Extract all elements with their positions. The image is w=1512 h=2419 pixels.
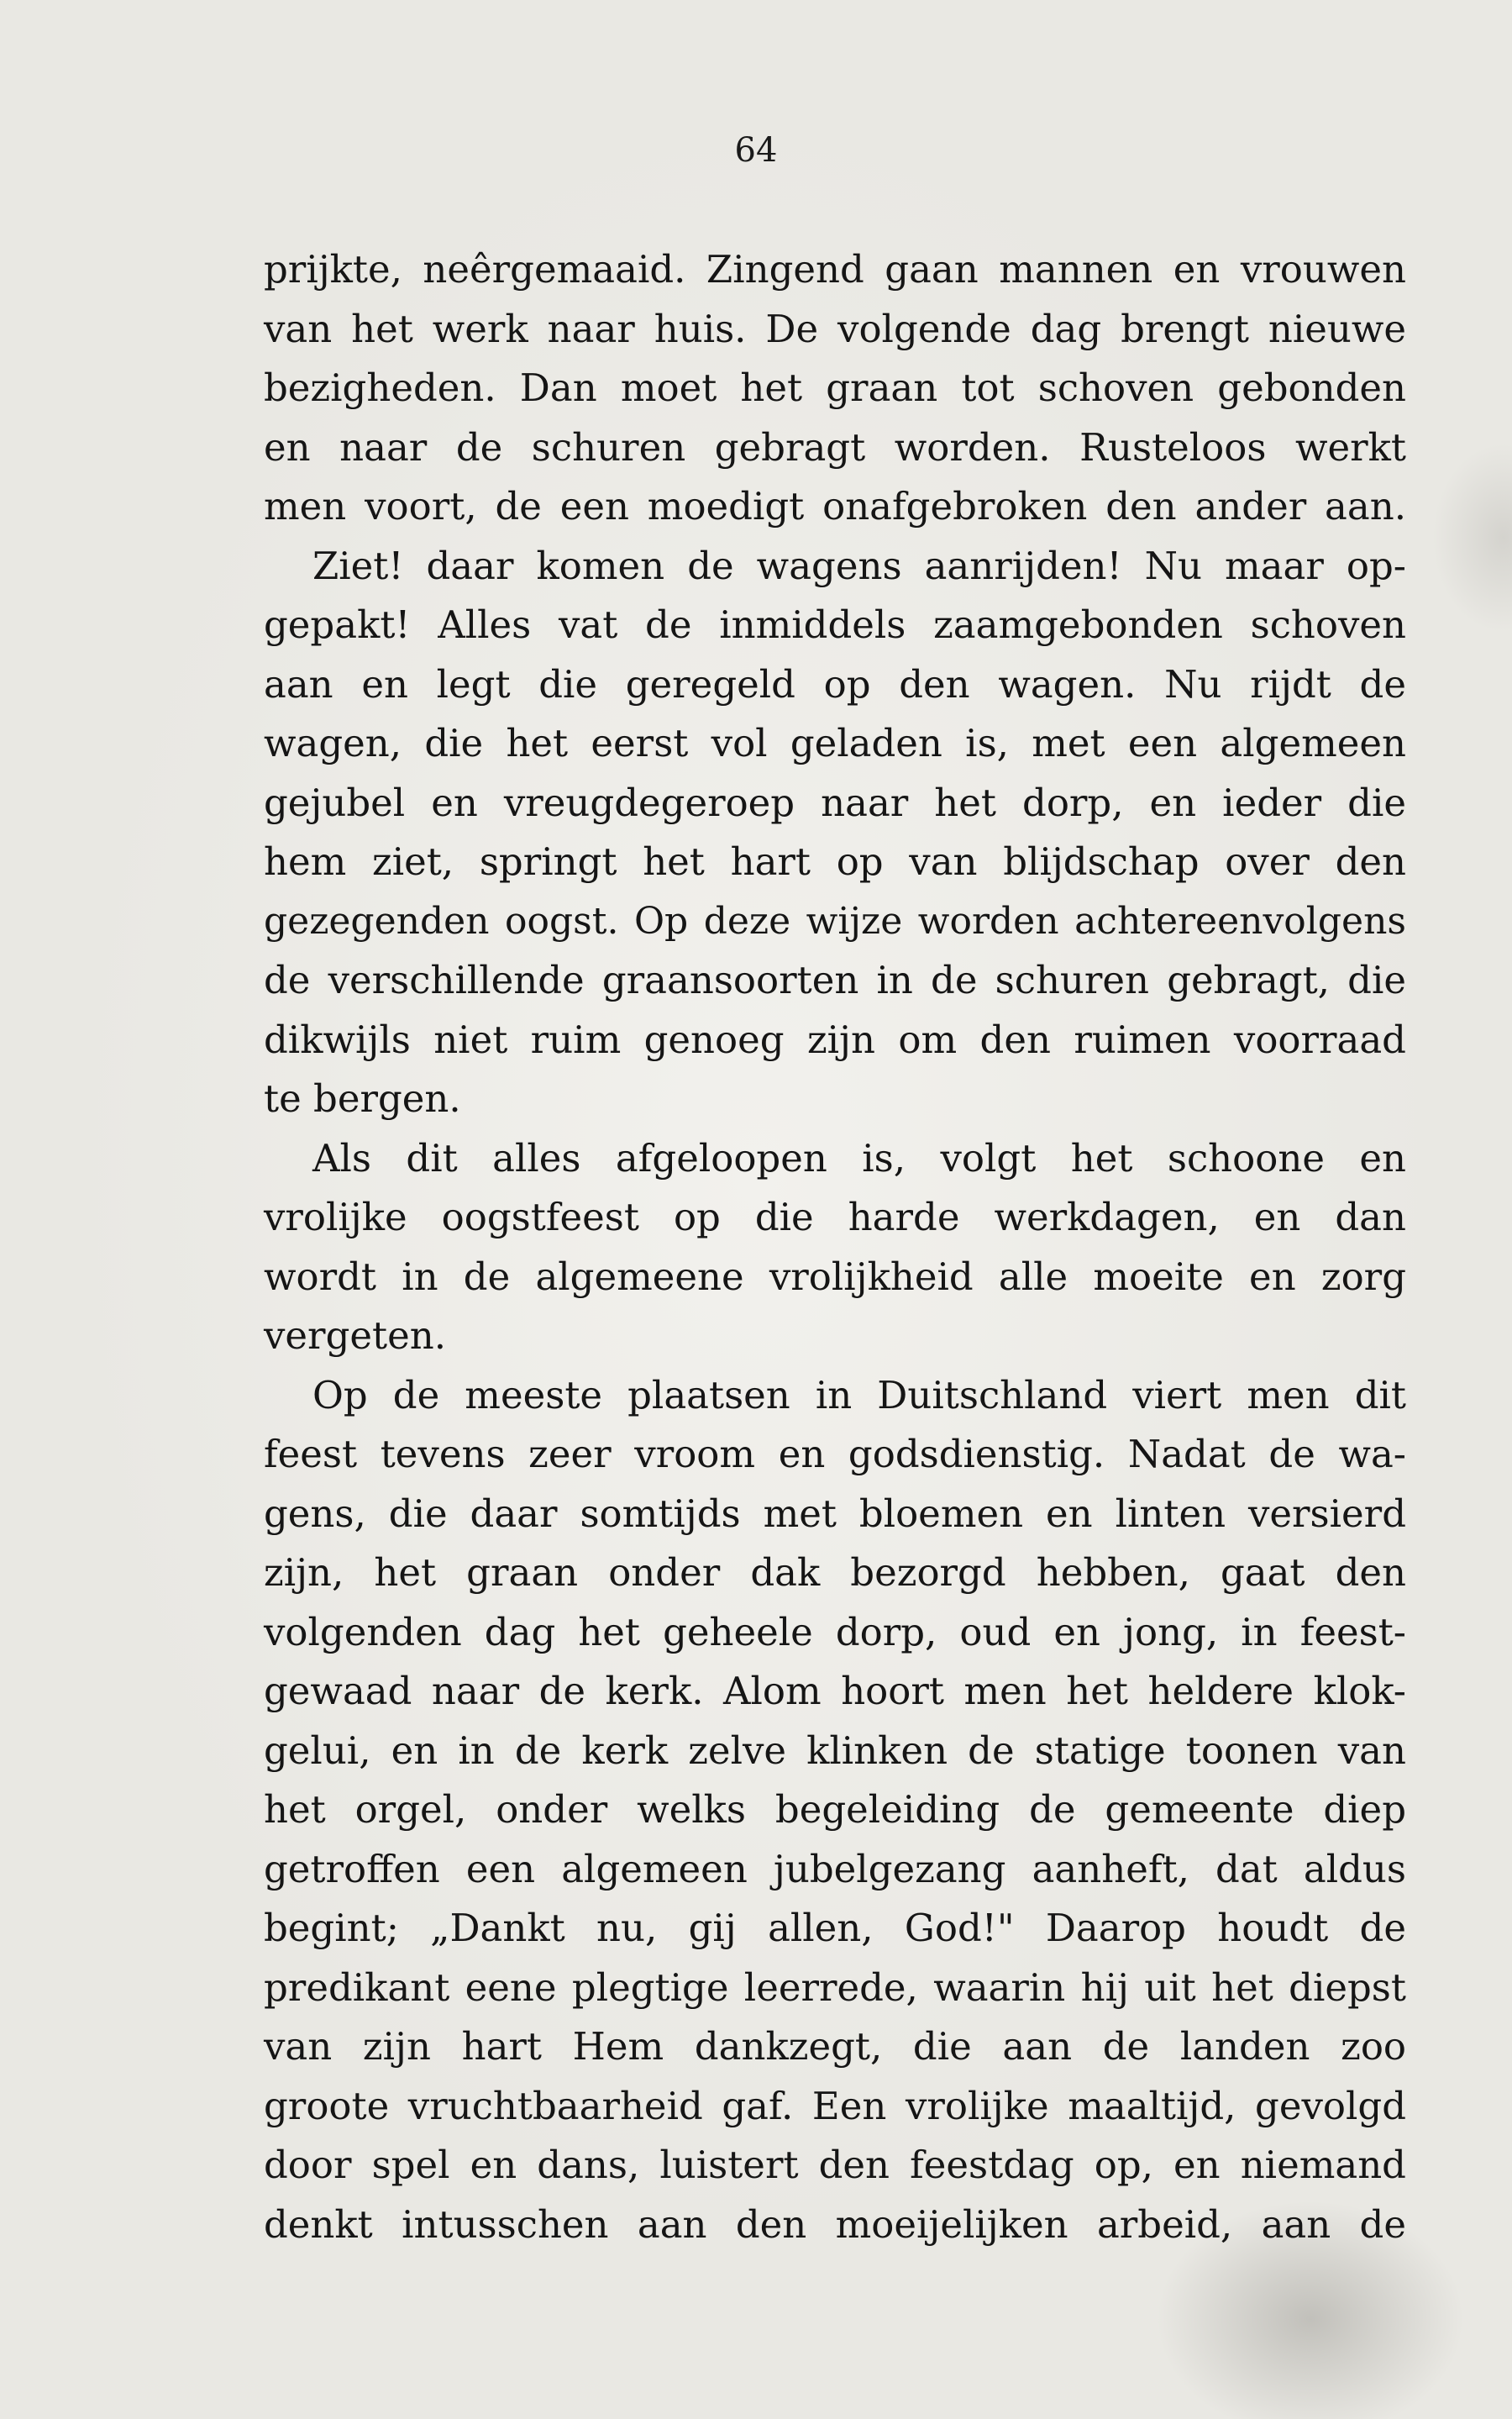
text-line: van zijn hart Hem dankzegt, die aan de landen zoo [264,2024,1406,2069]
page-number: 64 [734,131,778,170]
text-line: door spel en dans, luistert den feestdag op, en niemand [264,2143,1406,2187]
text-line: hem ziet, springt het hart op van blijdschap over den [264,839,1406,884]
text-line: dikwijls niet ruim genoeg zijn om den ruimen voorraad [264,1017,1406,1062]
text-line: Ziet! daar komen de wagens aanrijden! Nu maar op- [312,543,1406,588]
text-line: Als dit alles afgeloopen is, volgt het schoone en [312,1135,1406,1181]
text-line: wagen, die het eerst vol geladen is, met een algemeen [264,721,1406,765]
text-line: gepakt! Alles vat de inmiddels zaamgebonden schoven [264,602,1406,647]
text-line: gelui, en in de kerk zelve klinken de statige toonen van [264,1727,1406,1773]
text-line: gejubel en vreugdegeroep naar het dorp, en ieder die [264,780,1406,825]
text-line: predikant eene plegtige leerrede, waarin hij uit het diepst [264,1964,1406,2010]
text-line: van het werk naar huis. De volgende dag brengt nieuwe [264,306,1406,351]
text-line: gezegenden oogst. Op deze wijze worden achtereenvolgens [264,899,1406,943]
text-line: vergeten. [264,1313,447,1358]
text-line: gewaad naar de kerk. Alom hoort men het heldere klok- [264,1669,1406,1713]
text-line: begint; „Dankt nu, gij allen, God!" Daarop houdt de [264,1906,1406,1950]
body-text [264,240,1406,2254]
text-line: Op de meeste plaatsen in Duitschland viert men dit [312,1372,1406,1417]
text-line: gens, die daar somtijds met bloemen en linten versierd [264,1491,1406,1536]
text-line: aan en legt die geregeld op den wagen. Nu rijdt de [264,661,1406,707]
text-line: denkt intusschen aan den moeijelijken arbeid, aan de [264,2201,1406,2247]
text-line: men voort, de een moedigt onafgebroken den ander aan. [264,484,1406,528]
text-line: prijkte, neêrgemaaid. Zingend gaan mannen en vrouwen [264,247,1406,292]
text-line: volgenden dag het geheele dorp, oud en jong, in feest- [264,1609,1406,1654]
text-line: feest tevens zeer vroom en godsdienstig. Nadat de wa- [264,1432,1406,1476]
text-line: zijn, het graan onder dak bezorgd hebben, gaat den [264,1550,1406,1595]
text-line: te bergen. [264,1076,461,1121]
text-line: wordt in de algemeene vrolijkheid alle moeite en zorg [264,1254,1406,1299]
text-line: het orgel, onder welks begeleiding de gemeente diep [264,1787,1406,1832]
text-line: groote vruchtbaarheid gaf. Een vrolijke maaltijd, gevolgd [264,2083,1406,2128]
text-line: en naar de schuren gebragt worden. Rusteloos werkt [264,424,1406,470]
text-line: vrolijke oogstfeest op die harde werkdagen, en dan [264,1195,1406,1239]
text-line: de verschillende graansoorten in de schuren gebragt, die [264,958,1406,1002]
text-line: getroffen een algemeen jubelgezang aanheft, dat aldus [264,1846,1406,1891]
text-line: bezigheden. Dan moet het graan tot schoven gebonden [264,365,1406,410]
